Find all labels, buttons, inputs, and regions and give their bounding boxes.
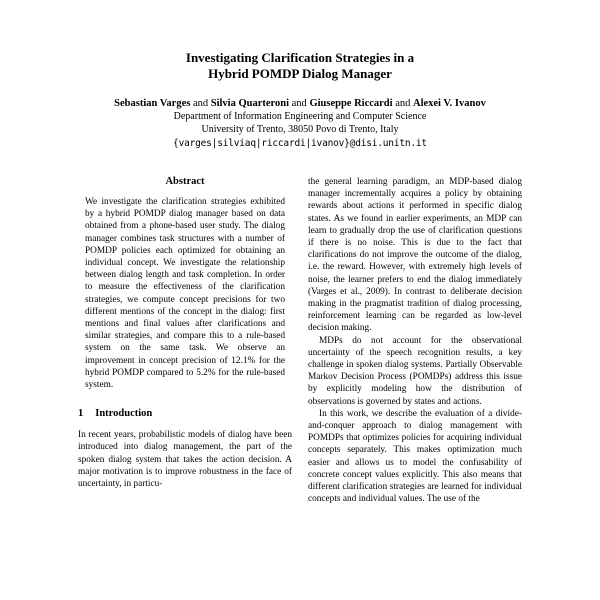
introduction-paragraph: In recent years, probabilistic models of dialog have been introduced into dialog management, the part of the spoken dialog system that takes the action decision. A major motivation is to improve robustness in the face of uncertainty, in particu- [78,430,292,490]
body-paragraph: In this work, we describe the evaluation of a divide-and-conquer approach to dialog management with POMDPs that optimizes policies for acquiring individual concepts separately. This makes optimization much easier and allows us to model the confusability of concrete concept values explicitly. This also means that different clarification strategies are learned for individual concepts and individual values. The use of the [308,408,522,505]
paper-title-line2: Hybrid POMDP Dialog Manager [208,66,392,81]
affiliation-line2: University of Trento, 38050 Povo di Trento, Italy [201,124,399,135]
body-paragraph: MDPs do not account for the observational uncertainty of the speech recognition results, a key challenge in spoken dialog systems. Partially Observable Markov Decision Process (POMDPs) address this issue by explicitly modeling how the distribution of observations is governed by states and actions. [308,335,522,407]
right-column [308,176,522,505]
author-name: Sebastian Varges [114,98,191,109]
author-separator: and [395,98,411,109]
author-separator: and [291,98,307,109]
author-emails: {varges|silviaq|riccardi|ivanov}@disi.unitn.it [173,138,427,149]
affiliation-line1: Department of Information Engineering and Computer Science [173,111,427,122]
body-paragraph: the general learning paradigm, an MDP-based dialog manager incrementally acquires a policy by obtaining rewards about actions it performed in specific dialog states. As we found in earlier experiments, an MDP can learn to gradually drop the use of clarification questions if there is no noise. This is due to the fact that clarifications do not improve the outcome of the dialog, i.e. the reward. However, with extremely high levels of noise, the learner prefers to end the dialog immediately (Varges et al., 2009). In contrast to deliberate decision making in the pragmatist tradition of dialog processing, reinforcement learning can be regarded as low-level decision making. [308,177,522,334]
two-column-body [78,176,522,505]
paper-header [78,50,522,150]
section-number: 1 [78,408,84,420]
abstract-text: We investigate the clarification strategies exhibited by a hybrid POMDP dialog manager based on data obtained from a phone-based user study. The dialog manager combines task structures with a number of POMDP policies each optimized for obtaining an individual concept. We investigate the relationship between dialog length and task completion. In order to measure the effectiveness of the clarification strategies, we compute concept precisions for two different mentions of the concept in the dialog: first mentions and final values after clarifications and similar strategies, and compare this to a rule-based system on the same task. We observe an improvement in concept precision of 12.1% for the hybrid POMDP compared to 5.2% for the rule-based system. [85,197,285,391]
author-line [78,97,522,110]
paper-title-line1: Investigating Clarification Strategies in a [185,50,415,65]
author-name: Alexei V. Ivanov [412,98,486,109]
author-name: Giuseppe Riccardi [309,98,393,109]
paper-title [78,50,522,82]
abstract-heading: Abstract [165,176,205,187]
left-column [78,176,292,505]
section-title: Introduction [95,408,153,420]
author-separator: and [192,98,209,109]
section-heading-introduction [78,408,292,419]
author-name: Silvia Quarteroni [210,98,290,109]
